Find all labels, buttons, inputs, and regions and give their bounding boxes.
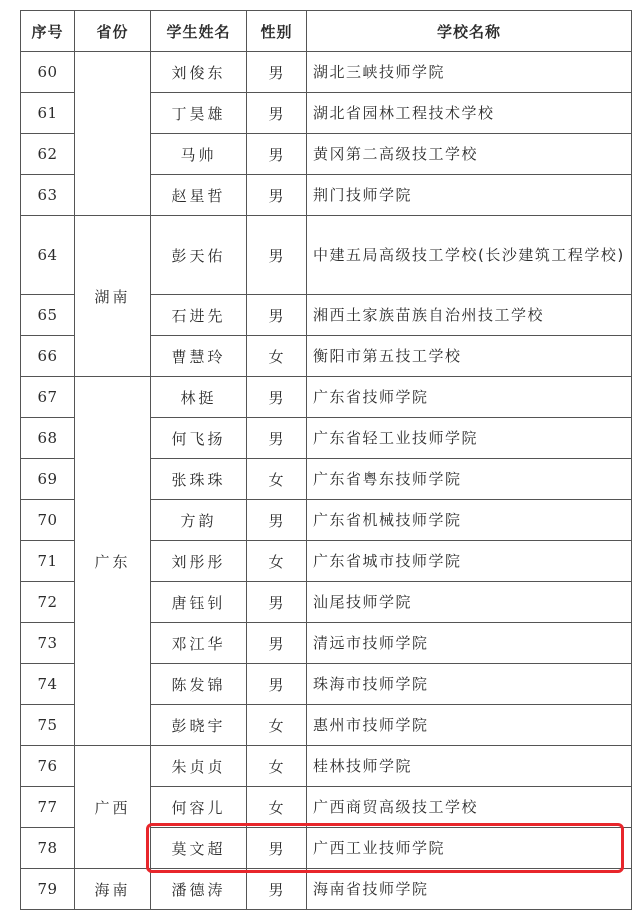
gender: 男 [247, 664, 307, 705]
table-row [21, 869, 632, 910]
school-name: 广西工业技师学院 [307, 828, 632, 869]
row-no: 69 [21, 459, 75, 500]
gender: 男 [247, 295, 307, 336]
student-name: 潘德涛 [151, 869, 247, 910]
gender: 男 [247, 134, 307, 175]
province-cell-hainan: 海南 [75, 869, 151, 910]
province-cell-hubei [75, 52, 151, 216]
gender: 男 [247, 500, 307, 541]
student-name: 何容儿 [151, 787, 247, 828]
row-no: 74 [21, 664, 75, 705]
school-name: 广东省机械技师学院 [307, 500, 632, 541]
row-no: 72 [21, 582, 75, 623]
student-table [20, 10, 632, 910]
student-name: 朱贞贞 [151, 746, 247, 787]
school-name: 惠州市技师学院 [307, 705, 632, 746]
header-province: 省份 [75, 11, 151, 52]
student-name: 邓江华 [151, 623, 247, 664]
gender: 女 [247, 746, 307, 787]
row-no: 62 [21, 134, 75, 175]
header-name: 学生姓名 [151, 11, 247, 52]
row-no: 61 [21, 93, 75, 134]
student-name: 方韵 [151, 500, 247, 541]
gender: 男 [247, 869, 307, 910]
header-row [21, 11, 632, 52]
school-name: 广东省城市技师学院 [307, 541, 632, 582]
gender: 女 [247, 705, 307, 746]
school-name: 湘西土家族苗族自治州技工学校 [307, 295, 632, 336]
school-name: 广东省技师学院 [307, 377, 632, 418]
school-name: 珠海市技师学院 [307, 664, 632, 705]
table-row [21, 746, 632, 787]
row-no: 66 [21, 336, 75, 377]
gender: 男 [247, 418, 307, 459]
gender: 男 [247, 582, 307, 623]
header-school: 学校名称 [307, 11, 632, 52]
school-name: 清远市技师学院 [307, 623, 632, 664]
table-row [21, 377, 632, 418]
row-no: 76 [21, 746, 75, 787]
student-name: 唐钰钊 [151, 582, 247, 623]
row-no: 71 [21, 541, 75, 582]
gender: 男 [247, 377, 307, 418]
school-name: 荆门技师学院 [307, 175, 632, 216]
row-no: 60 [21, 52, 75, 93]
row-no: 63 [21, 175, 75, 216]
school-name: 广东省轻工业技师学院 [307, 418, 632, 459]
student-name: 陈发锦 [151, 664, 247, 705]
student-name: 莫文超 [151, 828, 247, 869]
row-no: 65 [21, 295, 75, 336]
student-name: 丁昊雄 [151, 93, 247, 134]
gender: 男 [247, 216, 307, 295]
student-name: 彭晓宇 [151, 705, 247, 746]
row-no: 70 [21, 500, 75, 541]
student-name: 林挺 [151, 377, 247, 418]
student-name: 刘彤彤 [151, 541, 247, 582]
school-name: 衡阳市第五技工学校 [307, 336, 632, 377]
row-no: 75 [21, 705, 75, 746]
gender: 女 [247, 787, 307, 828]
student-name: 赵星哲 [151, 175, 247, 216]
student-name: 马帅 [151, 134, 247, 175]
header-no: 序号 [21, 11, 75, 52]
row-no: 64 [21, 216, 75, 295]
province-cell-hunan: 湖南 [75, 216, 151, 377]
gender: 男 [247, 93, 307, 134]
row-no: 78 [21, 828, 75, 869]
student-name: 彭天佑 [151, 216, 247, 295]
province-cell-guangdong: 广东 [75, 377, 151, 746]
student-name: 石进先 [151, 295, 247, 336]
school-name: 汕尾技师学院 [307, 582, 632, 623]
row-no: 79 [21, 869, 75, 910]
row-no: 77 [21, 787, 75, 828]
table-row [21, 216, 632, 295]
school-name: 湖北省园林工程技术学校 [307, 93, 632, 134]
school-name: 桂林技师学院 [307, 746, 632, 787]
school-name: 中建五局高级技工学校(长沙建筑工程学校) [307, 216, 632, 295]
student-name: 何飞扬 [151, 418, 247, 459]
gender: 女 [247, 336, 307, 377]
gender: 女 [247, 541, 307, 582]
student-name: 张珠珠 [151, 459, 247, 500]
school-name: 海南省技师学院 [307, 869, 632, 910]
province-cell-guangxi: 广西 [75, 746, 151, 869]
student-name: 曹慧玲 [151, 336, 247, 377]
gender: 男 [247, 828, 307, 869]
table-row [21, 52, 632, 93]
gender: 女 [247, 459, 307, 500]
school-name: 湖北三峡技师学院 [307, 52, 632, 93]
header-gender: 性别 [247, 11, 307, 52]
school-name: 黄冈第二高级技工学校 [307, 134, 632, 175]
school-name: 广东省粤东技师学院 [307, 459, 632, 500]
school-name: 广西商贸高级技工学校 [307, 787, 632, 828]
row-no: 67 [21, 377, 75, 418]
row-no: 73 [21, 623, 75, 664]
row-no: 68 [21, 418, 75, 459]
gender: 男 [247, 623, 307, 664]
gender: 男 [247, 175, 307, 216]
student-name: 刘俊东 [151, 52, 247, 93]
gender: 男 [247, 52, 307, 93]
